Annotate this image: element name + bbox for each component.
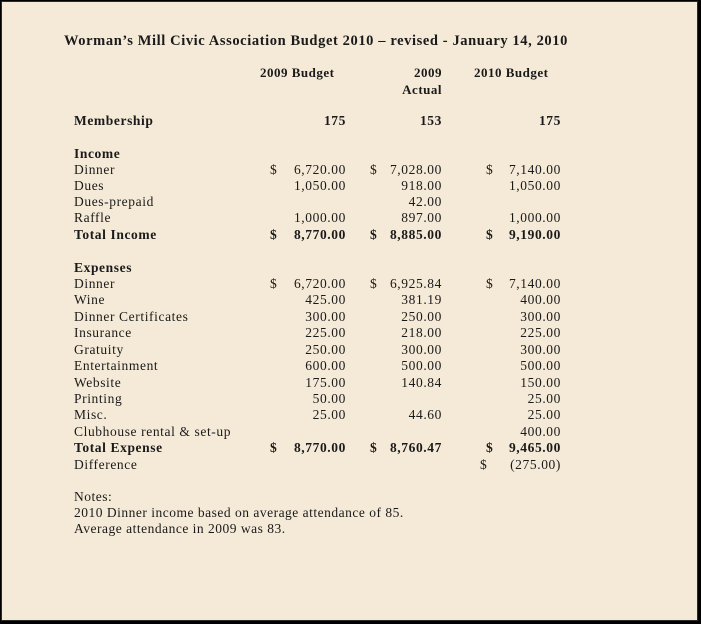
value-2009-actual: 6,925.84 — [389, 276, 442, 291]
note-line: 2010 Dinner income based on average attendance of 85. — [74, 505, 404, 521]
value-2009-actual: 153 — [419, 113, 442, 128]
currency-symbol: $ — [370, 227, 378, 242]
income-row — [2, 162, 699, 178]
value-2009-budget: 8,770.00 — [293, 440, 346, 455]
section-heading-income: Income — [74, 146, 121, 161]
value-2010-budget: 175 — [538, 113, 561, 128]
expense-row — [2, 309, 699, 325]
value-2010-budget: 9,190.00 — [508, 227, 561, 242]
value-2010-budget: 25.00 — [527, 391, 561, 406]
row-label: Entertainment — [74, 358, 159, 373]
value-2009-budget: 600.00 — [305, 358, 346, 373]
notes-section — [74, 489, 404, 538]
row-label: Total Expense — [74, 440, 163, 455]
row-label: Clubhouse rental & set-up — [74, 423, 232, 439]
value-2009-budget: 175.00 — [305, 374, 346, 390]
value-2009-budget: 300.00 — [305, 308, 346, 324]
expense-row — [2, 375, 699, 391]
row-label: Gratuity — [74, 341, 124, 357]
expense-row — [2, 292, 699, 308]
row-label: Printing — [74, 391, 123, 406]
difference-row — [2, 457, 699, 473]
currency-symbol: $ — [486, 276, 494, 291]
row-label: Total Income — [74, 227, 157, 242]
row-label: Dinner — [74, 162, 116, 177]
value-2009-budget: 8,770.00 — [293, 227, 346, 242]
value-2009-actual: 918.00 — [401, 178, 442, 193]
value-2009-actual: 381.19 — [401, 292, 442, 307]
value-2009-budget: 25.00 — [312, 407, 346, 422]
value-2010-budget: 500.00 — [520, 358, 561, 373]
currency-symbol: $ — [370, 276, 378, 291]
column-header-2009-actual — [382, 64, 442, 98]
value-2009-budget: 6,720.00 — [293, 162, 346, 177]
expense-row — [2, 276, 699, 292]
value-2009-budget: 6,720.00 — [293, 276, 346, 291]
value-2010-budget: (275.00) — [510, 457, 561, 472]
value-2010-budget: 1,000.00 — [508, 210, 561, 225]
income-heading-row — [2, 146, 699, 162]
value-2009-actual: 250.00 — [401, 308, 442, 324]
value-2009-budget: 1,050.00 — [293, 178, 346, 193]
row-label: Dinner — [74, 276, 116, 291]
value-2009-budget: 225.00 — [305, 325, 346, 340]
column-header-2009-budget: 2009 Budget — [260, 65, 335, 80]
row-label: Misc. — [74, 407, 108, 422]
value-2009-actual: 500.00 — [401, 358, 442, 373]
value-2010-budget: 7,140.00 — [508, 276, 561, 291]
currency-symbol: $ — [370, 162, 378, 177]
section-heading-expenses: Expenses — [74, 260, 133, 275]
expenses-heading-row — [2, 260, 699, 276]
value-2010-budget: 300.00 — [520, 308, 561, 324]
value-2010-budget: 225.00 — [520, 325, 561, 340]
expense-row — [2, 325, 699, 341]
row-label: Dues-prepaid — [74, 194, 154, 209]
currency-symbol: $ — [480, 457, 488, 472]
value-2009-budget: 1,000.00 — [293, 210, 346, 225]
value-2009-budget: 50.00 — [312, 391, 346, 406]
row-label: Membership — [74, 113, 154, 128]
income-row — [2, 194, 699, 210]
currency-symbol: $ — [486, 162, 494, 177]
note-line: Average attendance in 2009 was 83. — [74, 521, 286, 537]
value-2009-actual: 7,028.00 — [389, 162, 442, 177]
row-label: Website — [74, 374, 122, 390]
value-2009-actual: 42.00 — [408, 194, 442, 209]
row-label: Dinner Certificates — [74, 308, 189, 324]
total-income-row — [2, 227, 699, 243]
budget-document — [1, 1, 698, 621]
value-2009-actual: 218.00 — [401, 325, 442, 340]
value-2009-budget: 250.00 — [305, 341, 346, 357]
column-header-2010-budget: 2010 Budget — [474, 65, 549, 80]
value-2009-budget: 175 — [323, 113, 346, 128]
value-2009-actual: 300.00 — [401, 341, 442, 357]
column-header-2009-actual-line2: Actual — [402, 82, 442, 97]
currency-symbol: $ — [270, 276, 278, 291]
value-2009-budget: 425.00 — [305, 292, 346, 307]
value-2009-actual: 44.60 — [408, 407, 442, 422]
value-2010-budget: 9,465.00 — [508, 440, 561, 455]
currency-symbol: $ — [370, 440, 378, 455]
income-row — [2, 210, 699, 226]
value-2010-budget: 150.00 — [520, 374, 561, 390]
document-title: Worman’s Mill Civic Association Budget 2010 – revised - January 14, 2010 — [64, 33, 568, 49]
income-row — [2, 178, 699, 194]
row-label: Insurance — [74, 325, 132, 340]
row-label: Dues — [74, 178, 105, 193]
value-2009-actual: 897.00 — [401, 210, 442, 225]
membership-row — [2, 113, 699, 129]
total-expense-row — [2, 440, 699, 456]
value-2010-budget: 1,050.00 — [508, 178, 561, 193]
row-label: Raffle — [74, 210, 112, 225]
currency-symbol: $ — [486, 227, 494, 242]
value-2010-budget: 400.00 — [520, 292, 561, 307]
currency-symbol: $ — [486, 440, 494, 455]
value-2009-actual: 140.84 — [401, 374, 442, 390]
currency-symbol: $ — [270, 440, 278, 455]
expense-row — [2, 391, 699, 407]
row-label: Wine — [74, 292, 106, 307]
row-label: Difference — [74, 457, 138, 472]
value-2010-budget: 25.00 — [527, 407, 561, 422]
currency-symbol: $ — [270, 227, 278, 242]
currency-symbol: $ — [270, 162, 278, 177]
value-2009-actual: 8,760.47 — [389, 440, 442, 455]
expense-row — [2, 358, 699, 374]
expense-row — [2, 342, 699, 358]
expense-row — [2, 407, 699, 423]
expense-row — [2, 424, 699, 440]
notes-heading: Notes: — [74, 489, 113, 504]
value-2010-budget: 400.00 — [520, 423, 561, 439]
value-2010-budget: 7,140.00 — [508, 162, 561, 177]
value-2010-budget: 300.00 — [520, 341, 561, 357]
value-2009-actual: 8,885.00 — [389, 227, 442, 242]
column-header-2009-actual-line1: 2009 — [414, 65, 442, 80]
